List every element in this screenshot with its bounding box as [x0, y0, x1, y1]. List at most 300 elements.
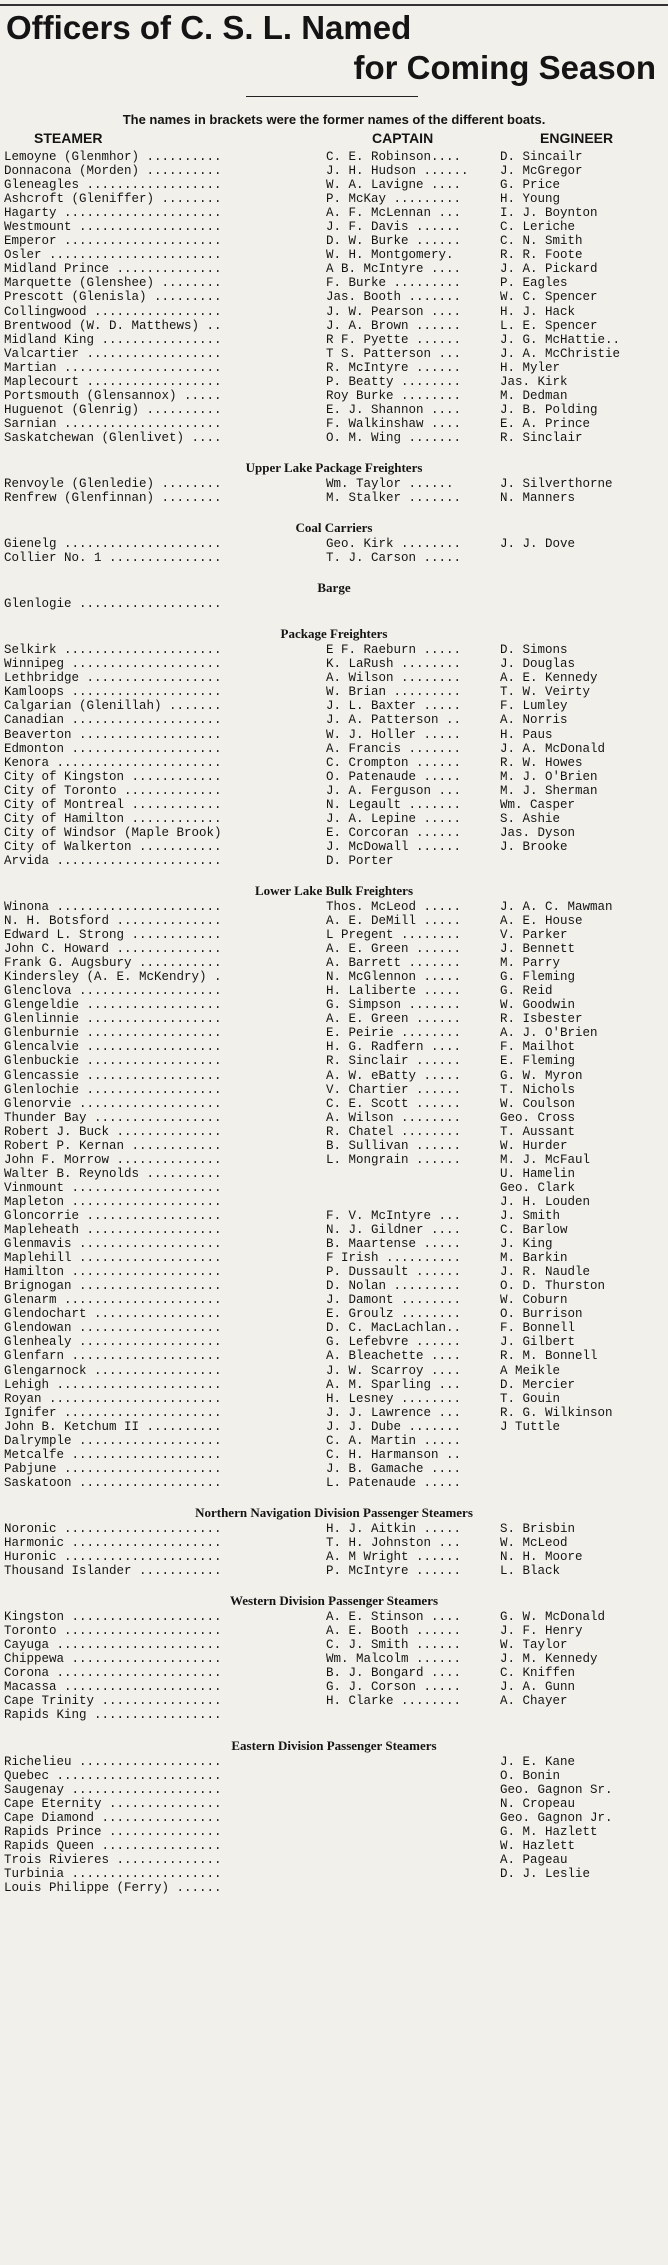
captain-name: A. F. McLennan ...	[326, 206, 462, 221]
engineer-name: W. Taylor	[500, 1638, 568, 1653]
engineer-name: J. Douglas	[500, 657, 576, 672]
captain-name: J. F. Davis ......	[326, 220, 462, 235]
engineer-name: J. Brooke	[500, 839, 568, 854]
steamer-name: Collier No. 1 ...............	[4, 551, 222, 566]
officer-row	[0, 276, 668, 290]
engineer-name: N. Cropeau	[500, 1796, 576, 1811]
steamer-name: Sarnian .....................	[4, 416, 222, 431]
captain-name: T. J. Carson .....	[326, 551, 462, 566]
steamer-name: Cape Eternity ...............	[4, 1796, 222, 1811]
engineer-name: Geo. Gagnon Jr.	[500, 1810, 613, 1825]
section-heading: Lower Lake Bulk Freighters	[254, 882, 414, 898]
steamer-name: Hamilton ....................	[4, 1265, 222, 1280]
steamer-name: Westmount ...................	[4, 220, 222, 235]
steamer-name: John F. Morrow ..............	[4, 1152, 222, 1167]
officer-row	[0, 1638, 668, 1652]
steamer-name: City of Walkerton ...........	[4, 839, 222, 854]
engineer-name: F. Bonnell	[500, 1321, 576, 1336]
engineer-name: O. D. Thurston	[500, 1279, 606, 1294]
captain-name: L. Patenaude .....	[326, 1475, 462, 1490]
officer-row	[0, 1708, 668, 1722]
officer-row	[0, 1680, 668, 1694]
officer-row	[0, 1853, 668, 1867]
steamer-name: Brignogan ...................	[4, 1279, 222, 1294]
engineer-name: R. Isbester	[500, 1012, 583, 1027]
officer-row	[0, 1652, 668, 1666]
officer-row	[0, 1097, 668, 1111]
captain-name: E F. Raeburn .....	[326, 643, 462, 658]
engineer-name: Geo. Clark	[500, 1180, 576, 1195]
officer-row	[0, 1069, 668, 1083]
officer-row	[0, 1209, 668, 1223]
engineer-name: G. Fleming	[500, 970, 576, 985]
captain-name: L Pregent ........	[326, 928, 462, 943]
engineer-name: J. A. C. Mawman	[500, 899, 613, 914]
engineer-name: J. E. Kane	[500, 1754, 576, 1769]
officer-row	[0, 699, 668, 713]
section-gap	[0, 1578, 668, 1592]
steamer-name: John B. Ketchum II ..........	[4, 1419, 222, 1434]
steamer-name: Toronto .....................	[4, 1624, 222, 1639]
captain-name: A. E. DeMill .....	[326, 914, 462, 929]
officer-row	[0, 417, 668, 431]
steamer-name: Frank G. Augsbury ...........	[4, 956, 222, 971]
steamer-name: Midland King ................	[4, 332, 222, 347]
engineer-name: R. R. Foote	[500, 248, 583, 263]
column-header-engineer: ENGINEER	[540, 130, 614, 146]
engineer-name: A. Norris	[500, 713, 568, 728]
intro-note: The names in brackets were the former names of the different boats.	[122, 112, 546, 127]
captain-name: M. Stalker .......	[326, 491, 462, 506]
steamer-name: Glenclova ...................	[4, 984, 222, 999]
engineer-name: G. Reid	[500, 984, 553, 999]
engineer-name: J. A. McChristie	[500, 346, 621, 361]
section-gap	[0, 445, 668, 459]
engineer-name: Jas. Dyson	[500, 825, 576, 840]
steamer-name: Gienelg .....................	[4, 537, 222, 552]
captain-name: E. J. Shannon ....	[326, 402, 462, 417]
captain-name: A. E. Green ......	[326, 1012, 462, 1027]
officer-row	[0, 403, 668, 417]
officer-row	[0, 956, 668, 970]
officer-row	[0, 431, 668, 445]
officer-row	[0, 1054, 668, 1068]
steamer-name: Edward L. Strong ............	[4, 928, 222, 943]
steamer-name: Glenfarn ....................	[4, 1349, 222, 1364]
officer-row	[0, 1012, 668, 1026]
captain-name: A. Francis .......	[326, 741, 462, 756]
engineer-name: E. Fleming	[500, 1054, 576, 1069]
officer-row	[0, 854, 668, 868]
officer-row	[0, 1462, 668, 1476]
engineer-name: J. M. Kennedy	[500, 1652, 598, 1667]
officer-row	[0, 840, 668, 854]
captain-name: F. V. McIntyre ...	[326, 1209, 462, 1223]
engineer-name: A. Chayer	[500, 1694, 568, 1709]
captain-name: W. H. Montgomery.	[326, 248, 454, 263]
captain-name: R. Sinclair ......	[326, 1054, 462, 1069]
engineer-name: J. McGregor	[500, 164, 583, 179]
officer-row	[0, 164, 668, 178]
engineer-name: H. J. Hack	[500, 304, 576, 319]
officer-row	[0, 1364, 668, 1378]
officer-row	[0, 1783, 668, 1797]
steamer-name: Hagarty .....................	[4, 206, 222, 221]
officer-row	[0, 1321, 668, 1335]
engineer-name: O. Bonin	[500, 1768, 561, 1783]
officer-row	[0, 178, 668, 192]
engineer-name: A. E. House	[500, 914, 583, 929]
engineer-name: U. Hamelin	[500, 1166, 576, 1181]
steamer-name: Glengeldie ..................	[4, 998, 222, 1013]
engineer-name: T. Gouin	[500, 1391, 561, 1406]
officer-row	[0, 1564, 668, 1578]
officer-row	[0, 1797, 668, 1811]
engineer-name: M. Barkin	[500, 1251, 568, 1266]
section-heading: Upper Lake Package Freighters	[245, 459, 423, 475]
captain-name: J. Damont ........	[326, 1293, 462, 1308]
steamer-name: Calgarian (Glenillah) .......	[4, 699, 222, 714]
engineer-name: J. Gilbert	[500, 1335, 576, 1350]
steamer-name: Glenlogie ...................	[4, 597, 222, 612]
steamer-name: Mapleheath ..................	[4, 1223, 222, 1238]
officer-row	[0, 1610, 668, 1624]
steamer-name: Turbinia ....................	[4, 1866, 222, 1881]
officer-row	[0, 798, 668, 812]
steamer-name: Emperor .....................	[4, 234, 222, 249]
officer-row	[0, 770, 668, 784]
engineer-name: F. Lumley	[500, 699, 568, 714]
officer-row	[0, 671, 668, 685]
officer-row	[0, 1755, 668, 1769]
engineer-name: A. E. Kennedy	[500, 671, 598, 686]
captain-name: J. J. Lawrence ...	[326, 1405, 462, 1420]
section-gap	[0, 611, 668, 625]
captain-name: D. Porter	[326, 853, 394, 868]
officer-row	[0, 1223, 668, 1237]
captain-name: K. LaRush ........	[326, 657, 462, 672]
engineer-name: W. Coulson	[500, 1096, 576, 1111]
captain-name: V. Chartier ......	[326, 1082, 462, 1097]
steamer-name: Glengarnock .................	[4, 1363, 222, 1378]
officer-row	[0, 1237, 668, 1251]
engineer-name: C. Kniffen	[500, 1666, 576, 1681]
officer-row	[0, 1522, 668, 1536]
steamer-name: Glenlinnie ..................	[4, 1012, 222, 1027]
engineer-name: G. W. McDonald	[500, 1610, 606, 1625]
officer-row	[0, 375, 668, 389]
captain-name: Thos. McLeod .....	[326, 899, 462, 914]
officer-row	[0, 1040, 668, 1054]
engineer-name: W. McLeod	[500, 1535, 568, 1550]
officer-row	[0, 928, 668, 942]
steamer-name: Prescott (Glenisla) .........	[4, 290, 222, 305]
captain-name: D. Nolan .........	[326, 1279, 462, 1294]
steamer-name: Cape Diamond ................	[4, 1810, 222, 1825]
captain-name: B. J. Bongard ....	[326, 1666, 462, 1681]
steamer-name: Pabjune .....................	[4, 1461, 222, 1476]
steamer-name: Glencalvie ..................	[4, 1040, 222, 1055]
officer-row	[0, 234, 668, 248]
steamer-name: Cape Trinity ................	[4, 1694, 222, 1709]
steamer-name: City of Kingston ............	[4, 769, 222, 784]
engineer-name: M. J. McFaul	[500, 1152, 591, 1167]
officer-row	[0, 1125, 668, 1139]
engineer-name: R. Sinclair	[500, 430, 583, 445]
officer-row	[0, 643, 668, 657]
steamer-name: Canadian ....................	[4, 713, 222, 728]
engineer-name: T. Nichols	[500, 1082, 576, 1097]
engineer-name: D. Mercier	[500, 1377, 576, 1392]
engineer-name: S. Brisbin	[500, 1521, 576, 1536]
captain-name: N. J. Gildner ....	[326, 1223, 462, 1238]
officer-row	[0, 1550, 668, 1564]
steamer-name: Maplecourt ..................	[4, 374, 222, 389]
steamer-name: Midland Prince ..............	[4, 262, 222, 277]
steamer-name: Martian .....................	[4, 360, 222, 375]
captain-name: C. H. Harmanson ..	[326, 1447, 462, 1462]
engineer-name: T. Aussant	[500, 1124, 576, 1139]
engineer-name: J. H. Louden	[500, 1194, 591, 1209]
officer-row	[0, 1694, 668, 1708]
steamer-name: Gleneagles ..................	[4, 178, 222, 193]
captain-name: L. Mongrain ......	[326, 1152, 462, 1167]
engineer-name: J. G. McHattie..	[500, 332, 621, 347]
engineer-name: J. Bennett	[500, 942, 576, 957]
captain-name: A. W. eBatty .....	[326, 1068, 462, 1083]
column-header-captain: CAPTAIN	[372, 130, 434, 146]
engineer-name: W. C. Spencer	[500, 290, 598, 305]
steamer-name: Dalrymple ...................	[4, 1433, 222, 1448]
engineer-name: O. Burrison	[500, 1307, 583, 1322]
engineer-name: C. Leriche	[500, 220, 576, 235]
engineer-name: R. G. Wilkinson	[500, 1405, 613, 1420]
captain-name: W. A. Lavigne ....	[326, 178, 462, 193]
officer-row	[0, 1307, 668, 1321]
captain-name: R. Chatel ........	[326, 1124, 462, 1139]
officer-row	[0, 914, 668, 928]
steamer-name: Robert J. Buck ..............	[4, 1124, 222, 1139]
headline-line-2: for Coming Season	[353, 49, 656, 86]
captain-name: N. McGlennon .....	[326, 970, 462, 985]
steamer-name: Glencassie ..................	[4, 1068, 222, 1083]
officer-row	[0, 1536, 668, 1550]
captain-name: J. A. Brown ......	[326, 318, 462, 333]
engineer-name: M. Parry	[500, 956, 561, 971]
steamer-name: Winnipeg ....................	[4, 657, 222, 672]
officer-row	[0, 1153, 668, 1167]
steamer-name: Ashcroft (Gleniffer) ........	[4, 192, 222, 207]
steamer-name: Brentwood (W. D. Matthews) ..	[4, 318, 222, 333]
captain-name: P. McKay .........	[326, 192, 462, 207]
steamer-name: Lehigh ......................	[4, 1377, 222, 1392]
steamer-name: John C. Howard ..............	[4, 942, 222, 957]
steamer-name: Glenlochie ..................	[4, 1082, 222, 1097]
captain-name: O. M. Wing .......	[326, 430, 462, 445]
captain-name: W. Brian .........	[326, 685, 462, 700]
steamer-name: Glenarm .....................	[4, 1293, 222, 1308]
officer-row	[0, 1139, 668, 1153]
officer-row	[0, 305, 668, 319]
steamer-name: Glenbuckie ..................	[4, 1054, 222, 1069]
engineer-name: M. Dedman	[500, 388, 568, 403]
steamer-name: Kingston ....................	[4, 1610, 222, 1625]
captain-name: C. E. Scott ......	[326, 1096, 462, 1111]
steamer-name: Selkirk .....................	[4, 643, 222, 658]
engineer-name: M. J. O'Brien	[500, 769, 598, 784]
captain-name: H. Lesney ........	[326, 1391, 462, 1406]
officer-row	[0, 537, 668, 551]
steamer-name: Lemoyne (Glenmhor) ..........	[4, 150, 222, 164]
steamer-name: Winona ......................	[4, 899, 222, 914]
officer-row	[0, 713, 668, 727]
captain-name: P. McIntyre ......	[326, 1564, 462, 1579]
steamer-name: Lethbridge ..................	[4, 671, 222, 686]
steamer-name: Trois Rivieres ..............	[4, 1852, 222, 1867]
captain-name: H. Clarke ........	[326, 1694, 462, 1709]
steamer-name: Noronic .....................	[4, 1521, 222, 1536]
engineer-name: J. B. Polding	[500, 402, 598, 417]
steamer-name: N. H. Botsford ..............	[4, 914, 222, 929]
headline-line-1: Officers of C. S. L. Named	[6, 9, 412, 46]
captain-name: F. Walkinshaw ....	[326, 416, 462, 431]
officer-row	[0, 1666, 668, 1680]
engineer-name: Jas. Kirk	[500, 374, 568, 389]
engineer-name: Wm. Casper	[500, 797, 576, 812]
officer-row	[0, 220, 668, 234]
officer-row	[0, 551, 668, 565]
officer-row	[0, 206, 668, 220]
engineer-name: A. J. O'Brien	[500, 1026, 598, 1041]
officer-row	[0, 150, 668, 164]
steamer-name: Huronic .....................	[4, 1550, 222, 1565]
section-heading: Western Division Passenger Steamers	[229, 1593, 439, 1609]
steamer-name: Kenora ......................	[4, 755, 222, 770]
captain-name: G. Simpson .......	[326, 998, 462, 1013]
officer-row	[0, 1195, 668, 1209]
captain-name: A. Wilson ........	[326, 671, 462, 686]
steamer-name: Royan .......................	[4, 1391, 222, 1406]
engineer-name: L. E. Spencer	[500, 318, 598, 333]
captain-name: Roy Burke ........	[326, 388, 462, 403]
steamer-name: Saugenay ....................	[4, 1782, 222, 1797]
steamer-name: City of Toronto .............	[4, 783, 222, 798]
officer-row	[0, 290, 668, 304]
engineer-name: D. Sincailr	[500, 150, 583, 164]
section-gap	[0, 1723, 668, 1737]
captain-name: J. B. Gamache ....	[326, 1461, 462, 1476]
officer-row	[0, 1392, 668, 1406]
steamer-name: Osler .......................	[4, 248, 222, 263]
engineer-name: W. Hazlett	[500, 1838, 576, 1853]
engineer-name: W. Goodwin	[500, 998, 576, 1013]
steamer-name: Rapids Queen ................	[4, 1838, 222, 1853]
captain-name: A. E. Stinson ....	[326, 1610, 462, 1625]
engineer-name: J. King	[500, 1237, 553, 1252]
steamer-name: Marquette (Glenshee) ........	[4, 276, 222, 291]
officer-row	[0, 970, 668, 984]
officer-row	[0, 1811, 668, 1825]
engineer-name: F. Mailhot	[500, 1040, 576, 1055]
officer-row	[0, 900, 668, 914]
steamer-name: Portsmouth (Glensannox) .....	[4, 388, 222, 403]
captain-name: T S. Patterson ...	[326, 346, 462, 361]
engineer-name: J Tuttle	[500, 1419, 561, 1434]
section-gap	[0, 505, 668, 519]
engineer-name: H. Paus	[500, 727, 553, 742]
engineer-name: A. Pageau	[500, 1852, 568, 1867]
engineer-name: T. W. Veirty	[500, 685, 591, 700]
section-heading: Northern Navigation Division Passenger Steamers	[195, 1504, 473, 1520]
steamer-name: Louis Philippe (Ferry) ......	[4, 1880, 222, 1895]
officer-row	[0, 491, 668, 505]
officer-row	[0, 389, 668, 403]
engineer-name: G. M. Hazlett	[500, 1824, 598, 1839]
engineer-name: C. N. Smith	[500, 234, 583, 249]
officer-row	[0, 1111, 668, 1125]
captain-name: A. E. Green ......	[326, 942, 462, 957]
engineer-name: J. F. Henry	[500, 1624, 583, 1639]
steamer-name: Glenmavis ...................	[4, 1237, 222, 1252]
captain-name: J. W. Pearson ....	[326, 304, 462, 319]
officer-row	[0, 1624, 668, 1638]
captain-name: R. McIntyre ......	[326, 360, 462, 375]
captain-name: A. M. Sparling ...	[326, 1377, 462, 1392]
engineer-name: I. J. Boynton	[500, 206, 598, 221]
officer-row	[0, 597, 668, 611]
engineer-name: J. A. Pickard	[500, 262, 598, 277]
captain-name: G. J. Corson .....	[326, 1680, 462, 1695]
engineer-name: N. H. Moore	[500, 1550, 583, 1565]
engineer-name: J. R. Naudle	[500, 1265, 591, 1280]
steamer-name: Kamloops ....................	[4, 685, 222, 700]
captain-name: F. Burke .........	[326, 276, 462, 291]
captain-name: N. Legault .......	[326, 797, 462, 812]
captain-name: G. Lefebvre ......	[326, 1335, 462, 1350]
engineer-name: D. J. Leslie	[500, 1866, 591, 1881]
engineer-name: H. Myler	[500, 360, 561, 375]
steamer-name: Glenburnie ..................	[4, 1026, 222, 1041]
steamer-name: Thunder Bay .................	[4, 1110, 222, 1125]
engineer-name: L. Black	[500, 1564, 561, 1579]
steamer-name: Renfrew (Glenfinnan) ........	[4, 491, 222, 506]
engineer-name: E. A. Prince	[500, 416, 591, 431]
officer-row	[0, 685, 668, 699]
headline-rule	[246, 96, 418, 97]
engineer-name: M. J. Sherman	[500, 783, 598, 798]
officer-row	[0, 1406, 668, 1420]
officer-row	[0, 1867, 668, 1881]
officer-row	[0, 826, 668, 840]
steamer-name: City of Hamilton ............	[4, 811, 222, 826]
steamer-name: Ignifer .....................	[4, 1405, 222, 1420]
captain-name: J. A. Lepine .....	[326, 811, 462, 826]
captain-name: E. Corcoran ......	[326, 825, 462, 840]
section-heading: Barge	[317, 580, 351, 596]
steamer-name: Saskatoon ...................	[4, 1475, 222, 1490]
captain-name: B. Maartense .....	[326, 1237, 462, 1252]
officer-row	[0, 477, 668, 491]
steamer-name: Rapids King .................	[4, 1708, 222, 1723]
steamer-name: Beaverton ...................	[4, 727, 222, 742]
column-header-steamer: STEAMER	[34, 130, 103, 146]
officer-row	[0, 1265, 668, 1279]
engineer-name: N. Manners	[500, 491, 576, 506]
officers-list	[0, 150, 668, 1895]
steamer-name: Huguenot (Glenrig) ..........	[4, 402, 222, 417]
steamer-name: City of Montreal ............	[4, 797, 222, 812]
officer-row	[0, 728, 668, 742]
